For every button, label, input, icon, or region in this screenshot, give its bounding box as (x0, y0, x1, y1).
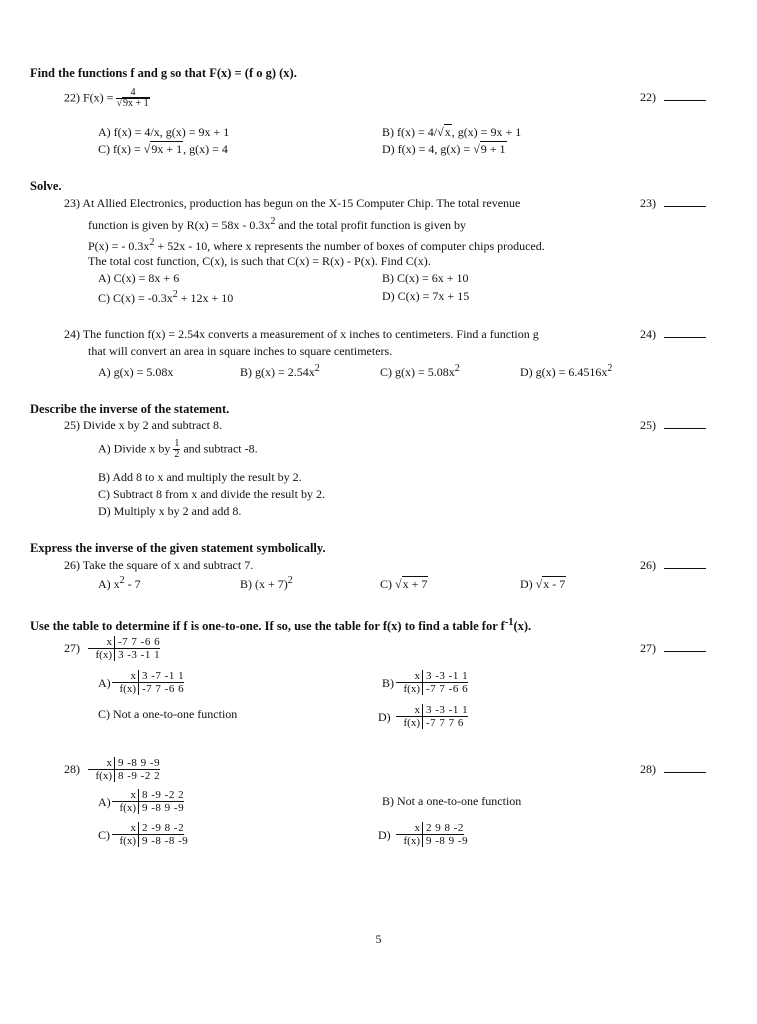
q28-option-a[interactable]: x 8 -9 -2 2 f(x) 9 -8 9 -9 (112, 789, 184, 814)
q27-option-d-label[interactable]: D) (378, 710, 391, 724)
q22-label: 22) F(x) = (64, 90, 114, 105)
section-heading-composition: Find the functions f and g so that F(x) = (f o g) (x). (30, 66, 297, 80)
q28-option-b[interactable]: B) Not a one-to-one function (382, 794, 522, 808)
q22-prompt (64, 88, 150, 109)
q27-number: 27) (64, 641, 80, 655)
q26-option-d[interactable]: D) √x - 7 (520, 577, 566, 591)
q25-option-d[interactable]: D) Multiply x by 2 and add 8. (98, 504, 242, 518)
q22-option-c[interactable]: C) f(x) = √9x + 1, g(x) = 4 (98, 142, 228, 156)
section-heading-solve: Solve. (30, 179, 62, 193)
q28-answer-line[interactable]: 28) (640, 762, 706, 777)
q22-fraction: $\frac{4}{√9x + 1}$ (116, 87, 149, 109)
q24-line-2: that will convert an area in square inches to square centimeters. (88, 344, 393, 358)
page-number: 5 (375, 932, 382, 946)
q25-prompt: 25) Divide x by 2 and subtract 8. (64, 418, 222, 432)
q23-line-1: 23) At Allied Electronics, production has begun on the X-15 Computer Chip. The total revenue (64, 196, 521, 210)
q24-option-d[interactable]: D) $g(x) = 6.4516x^2$ (520, 363, 613, 379)
q25-answer-line[interactable]: 25) (640, 418, 706, 433)
q22-denominator: 9x + 1 (122, 98, 149, 109)
q28-option-d-label[interactable]: D) (378, 828, 391, 842)
section-heading-one-to-one: Use the table to determine if f is one-to-one. If so, use the table for f(x) to find a table for $f^{-1}(x)$. (30, 617, 532, 634)
q28-option-c-label[interactable]: C) (98, 828, 110, 842)
q26-option-c[interactable]: C) √x + 7 (380, 577, 428, 591)
q23-line-4: The total cost function, C(x), is such that C(x) = R(x) - P(x). Find C(x). (88, 254, 431, 268)
q23-line-3: P(x) = - $0.3x^2 + 52x - 10$, where x represents the number of boxes of computer chips produced. (88, 237, 545, 253)
q24-line-1: 24) The function f(x) = 2.54x converts a measurement of x inches to centimeters. Find a function g (64, 327, 539, 341)
q27-answer-line[interactable]: 27) (640, 641, 706, 656)
section-heading-inverse-symbolic: Express the inverse of the given statement symbolically. (30, 541, 326, 555)
q26-prompt: 26) Take the square of x and subtract 7. (64, 558, 254, 572)
q23-line-2: function is given by $R(x) = 58x - 0.3x^2$ and the total profit function is given by (88, 216, 467, 232)
q26-option-b[interactable]: B) $(x + 7)^2$ (240, 575, 293, 591)
q26-option-a[interactable]: A) $x^2 - 7$ (98, 575, 141, 591)
q28-number: 28) (64, 762, 80, 776)
q27-option-d[interactable]: x 3 -3 -1 1 f(x) -7 7 7 6 (396, 704, 468, 729)
q24-answer-line[interactable]: 24) (640, 327, 706, 342)
q27-option-a[interactable]: x 3 -7 -1 1 f(x) -7 7 -6 6 (112, 670, 184, 695)
q23-answer-line[interactable]: 23) (640, 196, 706, 211)
q24-option-a[interactable]: A) g(x) = 5.08x (98, 365, 174, 379)
q26-answer-line[interactable]: 26) (640, 558, 706, 573)
q28-table: x 9 -8 9 -9 f(x) 8 -9 -2 2 (88, 757, 160, 782)
q24-option-c[interactable]: C) $g(x) = 5.08x^2$ (380, 363, 460, 379)
q28-option-a-label[interactable]: A) (98, 795, 111, 809)
q22-option-d[interactable]: D) f(x) = 4, g(x) = √9 + 1 (382, 142, 506, 156)
q22-option-a[interactable]: A) f(x) = 4/x, g(x) = 9x + 1 (98, 125, 230, 139)
q27-option-c[interactable]: C) Not a one-to-one function (98, 707, 238, 721)
q28-option-d[interactable]: x 2 9 8 -2 f(x) 9 -8 9 -9 (396, 822, 468, 847)
q22-numerator: 4 (116, 88, 149, 99)
section-heading-inverse-statement: Describe the inverse of the statement. (30, 402, 230, 416)
q23-option-b[interactable]: B) C(x) = 6x + 10 (382, 271, 469, 285)
q27-option-a-label[interactable]: A) (98, 676, 111, 690)
q24-option-b[interactable]: B) $g(x) = 2.54x^2$ (240, 363, 320, 379)
q27-option-b-label[interactable]: B) (382, 676, 394, 690)
q23-option-c[interactable]: C) $C(x) = -0.3x^2 + 12x + 10$ (98, 289, 234, 305)
q23-option-d[interactable]: D) C(x) = 7x + 15 (382, 289, 470, 303)
q27-option-b[interactable]: x 3 -3 -1 1 f(x) -7 7 -6 6 (396, 670, 468, 695)
q22-answer-line[interactable]: 22) (640, 90, 706, 105)
q28-option-c[interactable]: x 2 -9 8 -2 f(x) 9 -8 -8 -9 (112, 822, 188, 847)
q25-option-a[interactable]: A) Divide x by $\frac{1}{2}$ and subtract -8. (98, 438, 258, 460)
q22-option-b[interactable]: B) f(x) = 4/√x, g(x) = 9x + 1 (382, 125, 522, 139)
q23-option-a[interactable]: A) C(x) = 8x + 6 (98, 271, 180, 285)
q25-option-c[interactable]: C) Subtract 8 from x and divide the result by 2. (98, 487, 325, 501)
q25-option-b[interactable]: B) Add 8 to x and multiply the result by 2. (98, 470, 302, 484)
q27-table: x -7 7 -6 6 f(x) 3 -3 -1 1 (88, 636, 160, 661)
